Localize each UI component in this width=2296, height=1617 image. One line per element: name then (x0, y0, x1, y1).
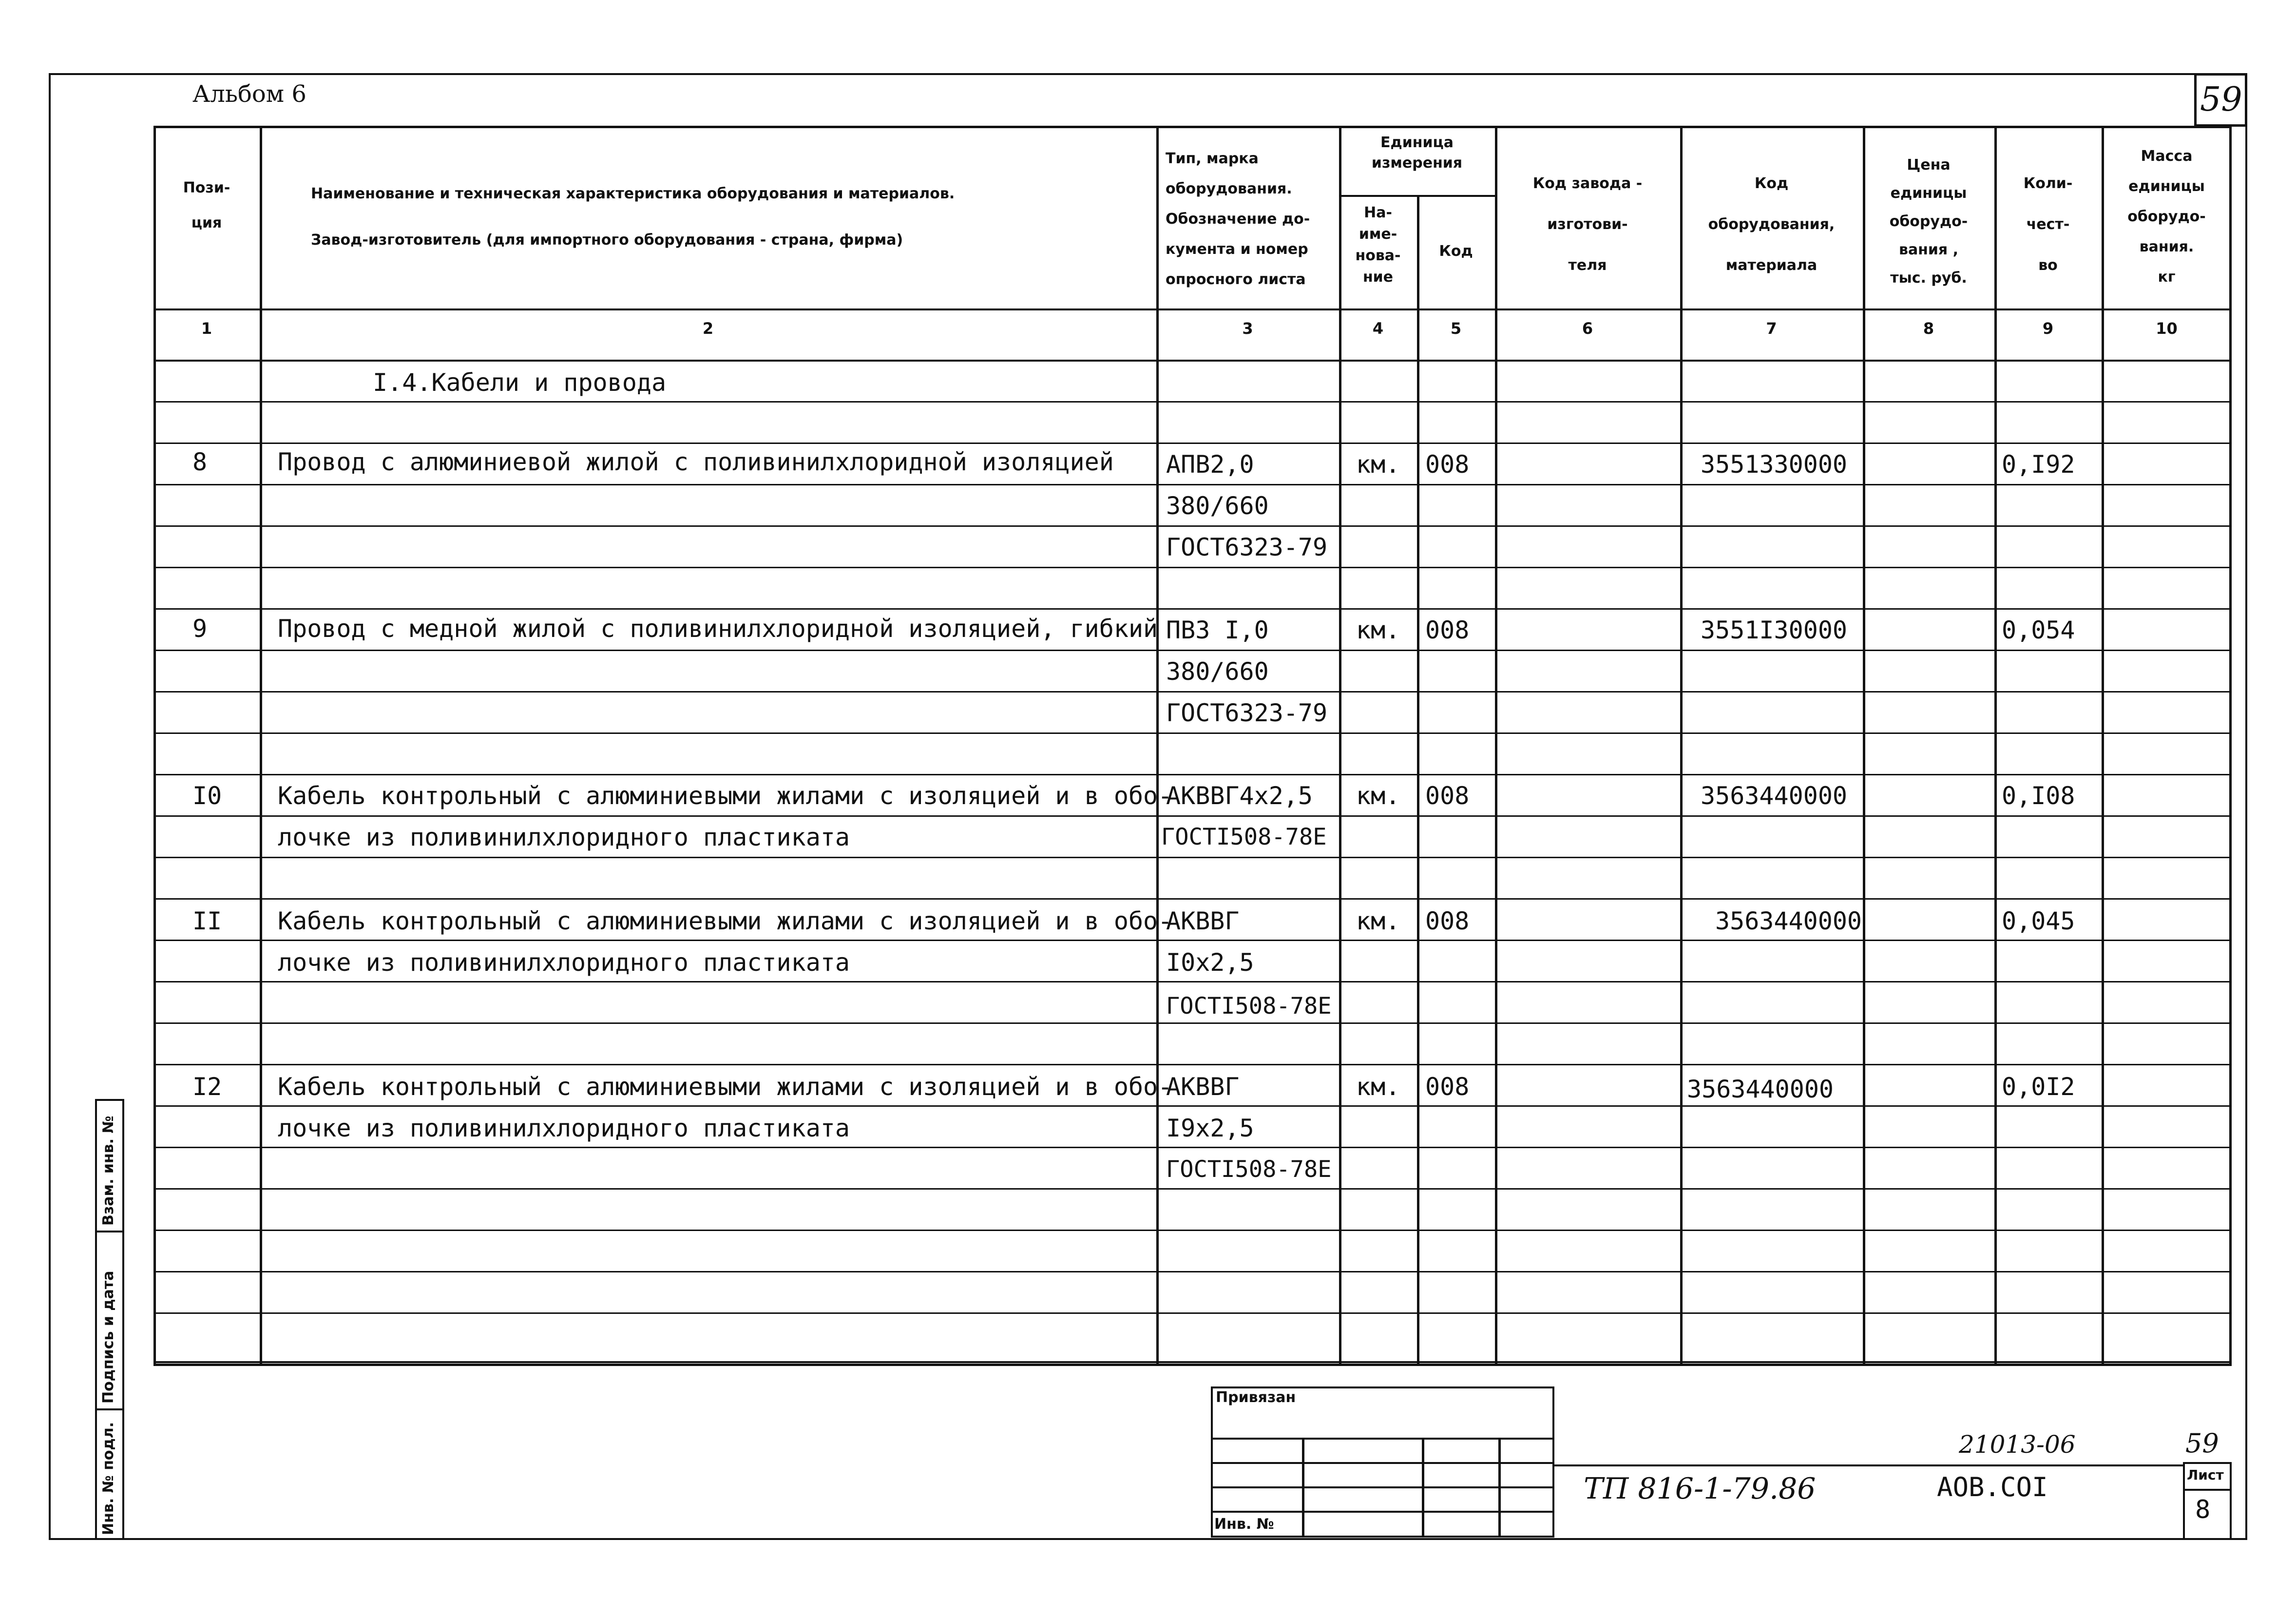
col-number: 10 (2156, 319, 2178, 338)
item-type: ГОСТ6323-79 (1166, 533, 1328, 561)
item-type: АКВВГ (1166, 907, 1240, 935)
header-unit-name: На- име- нова- ние (1355, 204, 1401, 286)
item-position: 9 (192, 615, 208, 643)
header-factory-code: Код завода - изготови- теля (1532, 175, 1643, 274)
col-number: 2 (702, 319, 714, 338)
page-number-bottom: 59 (2185, 1428, 2219, 1459)
item-name: Провод с алюминиевой жилой с поливинилхлоридной изоляцией (278, 448, 1114, 476)
item-unit-code: 008 (1425, 782, 1470, 810)
header-mass: Масса единицы оборудо- вания. кг (2127, 148, 2206, 286)
item-unit-code: 008 (1425, 1073, 1470, 1101)
item-position: I0 (192, 782, 222, 810)
document-suffix: АОВ.СОI (1937, 1472, 2048, 1502)
col-number: 6 (1582, 319, 1593, 338)
item-unit-code: 008 (1425, 450, 1470, 479)
col-number: 1 (201, 319, 212, 338)
order-number: 21013-06 (1959, 1430, 2076, 1459)
item-type: I0х2,5 (1166, 948, 1254, 977)
section-title: I.4.Кабели и провода (373, 368, 667, 397)
item-equipment-code: 3551I30000 (1701, 616, 1848, 644)
item-equipment-code: 3551330000 (1701, 450, 1848, 479)
item-quantity: 0,054 (2002, 616, 2075, 644)
item-equipment-code: 3563440000 (1687, 1075, 1834, 1103)
header-quantity: Коли- чест- во (2023, 175, 2073, 274)
header-type: Тип, марка оборудования. Обозначение до- кумента и номер опросного листа (1166, 150, 1310, 288)
header-price: Цена единицы оборудо- вания , тыс. руб. (1889, 156, 1968, 287)
side-label-signature: Подпись и дата (100, 1270, 117, 1404)
side-label-replaced-inv: Взам. инв. № (100, 1116, 117, 1226)
item-unit: км. (1356, 1073, 1400, 1101)
item-unit: км. (1356, 450, 1400, 479)
item-unit-code: 008 (1425, 907, 1470, 935)
col-number: 7 (1766, 319, 1777, 338)
item-equipment-code: 3563440000 (1715, 907, 1862, 935)
col-number: 4 (1372, 319, 1384, 338)
header-unit-code: Код (1439, 243, 1473, 260)
item-type: ГОСТ6323-79 (1166, 699, 1328, 727)
header-name: Наименование и техническая характеристика оборудования и материалов. Завод-изготовитель (для импортного оборудования - страна, фирма) (311, 185, 955, 249)
item-type: I9х2,5 (1166, 1114, 1254, 1142)
item-quantity: 0,045 (2002, 907, 2075, 935)
header-equipment-code: Код оборудования, материала (1708, 175, 1835, 274)
sheet-label: Лист (2187, 1467, 2224, 1483)
header-unit-group: Единица измерения (1371, 134, 1463, 172)
item-unit: км. (1356, 907, 1400, 935)
item-name: лочке из поливинилхлоридного пластиката (278, 948, 850, 977)
item-type: АКВВГ4х2,5 (1166, 782, 1313, 810)
page-number: 59 (2200, 80, 2242, 119)
inv-no-label: Инв. № (1214, 1516, 1274, 1533)
item-type: 380/660 (1166, 492, 1269, 520)
item-quantity: 0,I92 (2002, 450, 2075, 479)
item-quantity: 0,0I2 (2002, 1073, 2075, 1101)
item-name: лочке из поливинилхлоридного пластиката (278, 823, 850, 851)
item-name: Кабель контрольный с алюминиевыми жилами с изоляцией и в обо- (278, 907, 1173, 935)
item-type: 380/660 (1166, 657, 1269, 686)
item-unit-code: 008 (1425, 616, 1470, 644)
header-position: Пози- ция (183, 179, 230, 231)
item-quantity: 0,I08 (2002, 782, 2075, 810)
item-name: Провод с медной жилой с поливинилхлоридной изоляцией, гибкий (278, 615, 1158, 643)
item-position: II (192, 907, 222, 935)
col-number: 8 (1923, 319, 1934, 338)
document-code: ТП 816-1-79.86 (1584, 1472, 1816, 1506)
col-number: 5 (1450, 319, 1462, 338)
item-position: I2 (192, 1073, 222, 1101)
item-type: ГОСТI508-78Е (1166, 1156, 1332, 1183)
sheet-number: 8 (2195, 1495, 2211, 1524)
col-number: 3 (1242, 319, 1253, 338)
item-unit: км. (1356, 616, 1400, 644)
side-label-inv-original: Инв. № подл. (100, 1422, 117, 1535)
item-type: АКВВГ (1166, 1073, 1240, 1101)
privyazan-label: Привязан (1216, 1389, 1296, 1406)
item-position: 8 (192, 448, 208, 476)
item-name: Кабель контрольный с алюминиевыми жилами с изоляцией и в обо- (278, 1073, 1173, 1101)
item-type: ГОСТI508-78Е (1161, 824, 1327, 850)
item-name: лочке из поливинилхлоридного пластиката (278, 1114, 850, 1142)
col-number: 9 (2042, 319, 2054, 338)
item-type: ГОСТI508-78Е (1166, 993, 1332, 1020)
item-type: ПВ3 I,0 (1166, 616, 1269, 644)
item-equipment-code: 3563440000 (1701, 782, 1848, 810)
album-label: Альбом 6 (192, 80, 306, 108)
item-unit: км. (1356, 782, 1400, 810)
item-name: Кабель контрольный с алюминиевыми жилами с изоляцией и в обо- (278, 782, 1173, 810)
item-type: АПВ2,0 (1166, 450, 1254, 479)
